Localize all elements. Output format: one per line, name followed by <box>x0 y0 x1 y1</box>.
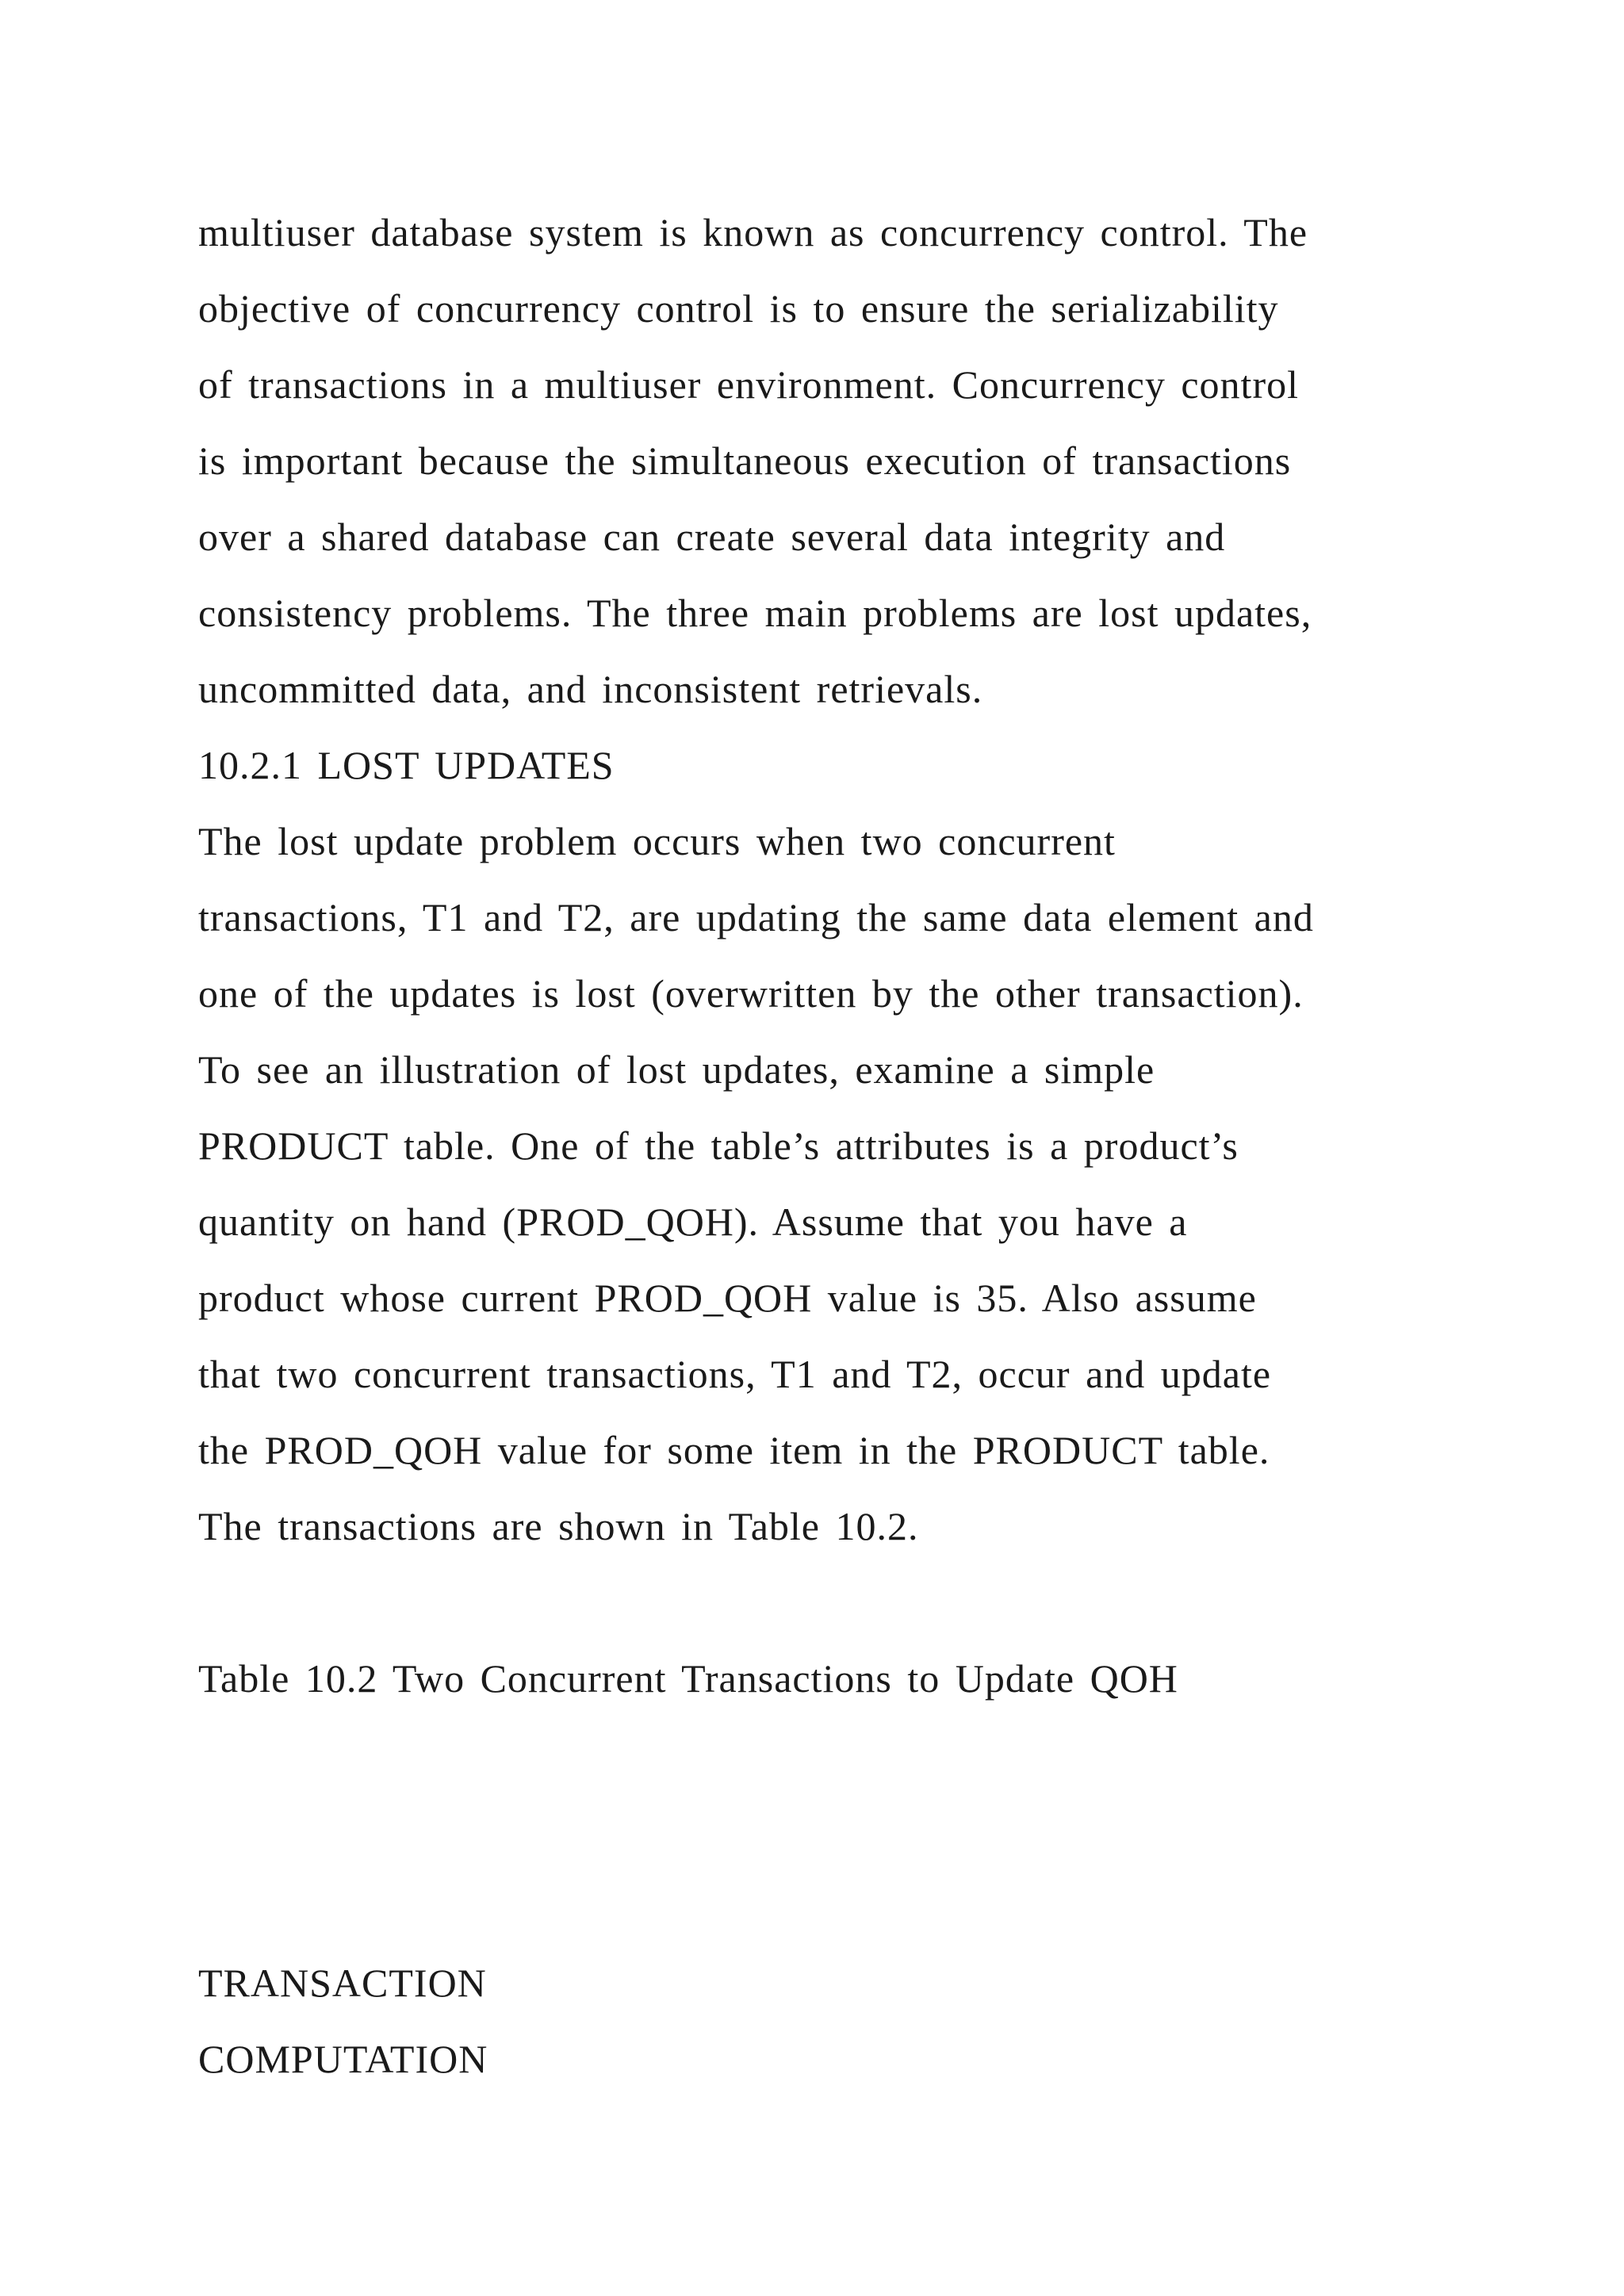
paragraph-line: over a shared database can create several data integrity and <box>198 515 1226 559</box>
paragraph-line: uncommitted data, and inconsistent retrievals. <box>198 667 983 711</box>
paragraph-line: multiuser database system is known as concurrency control. The <box>198 210 1308 254</box>
table-caption: Table 10.2 Two Concurrent Transactions to Update QOH <box>198 1656 1178 1701</box>
paragraph-line: quantity on hand (PROD_QOH). Assume that you have a <box>198 1200 1188 1244</box>
paragraph-line: The transactions are shown in Table 10.2. <box>198 1504 919 1548</box>
paragraph-line: To see an illustration of lost updates, examine a simple <box>198 1047 1155 1092</box>
paragraph-line: of transactions in a multiuser environment. Concurrency control <box>198 362 1299 407</box>
paragraph-line: one of the updates is lost (overwritten by the other transaction). <box>198 971 1304 1016</box>
spacer <box>198 1716 1467 1945</box>
paragraph-line: PRODUCT table. One of the table’s attributes is a product’s <box>198 1123 1239 1168</box>
paragraph-line: that two concurrent transactions, T1 and T2, occur and update <box>198 1352 1272 1396</box>
paragraph-line: transactions, T1 and T2, are updating the same data element and <box>198 895 1314 939</box>
spacer <box>198 1564 1467 1640</box>
paragraph-line: the PROD_QOH value for some item in the PRODUCT table. <box>198 1428 1270 1472</box>
section-heading: 10.2.1 LOST UPDATES <box>198 743 615 787</box>
paragraph-line: The lost update problem occurs when two concurrent <box>198 819 1116 863</box>
paragraph-line: consistency problems. The three main problems are lost updates, <box>198 591 1312 635</box>
paragraph-line: product whose current PROD_QOH value is 35. Also assume <box>198 1276 1257 1320</box>
paragraph-line: objective of concurrency control is to ensure the serializability <box>198 286 1279 331</box>
table-header-transaction: TRANSACTION <box>198 1961 487 2005</box>
table-header-computation: COMPUTATION <box>198 2037 488 2081</box>
paragraph-line: is important because the simultaneous execution of transactions <box>198 438 1292 483</box>
document-body <box>198 194 1467 2097</box>
